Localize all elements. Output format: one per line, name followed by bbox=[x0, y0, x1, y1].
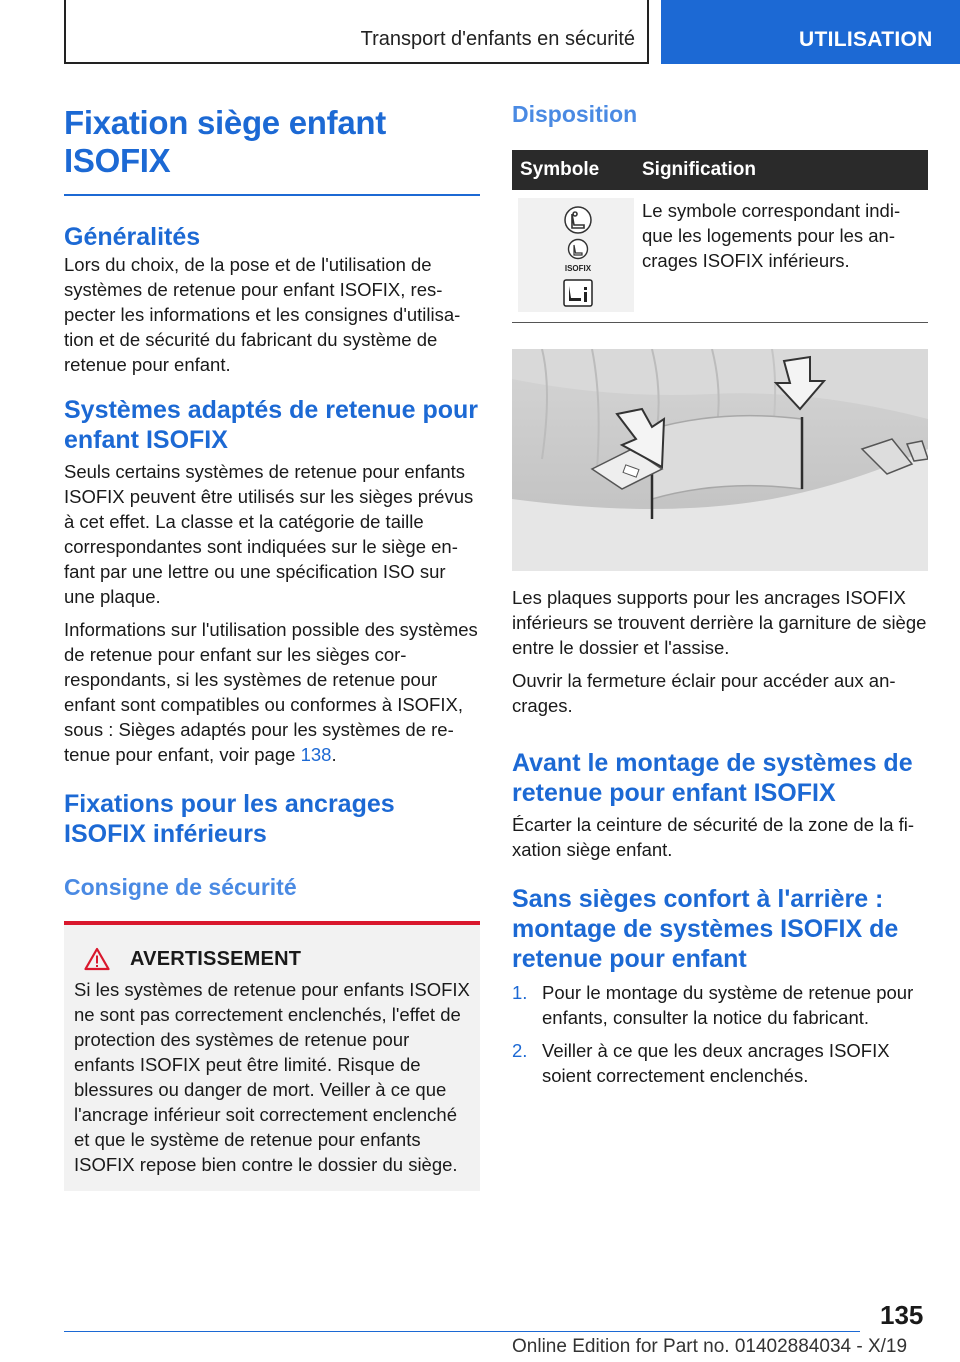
caption-text-1: Les plaques supports pour les ancrages ISOFIX inférieurs se trouvent derrière la garniture de siège entre le dossier et l'assise. bbox=[512, 587, 927, 658]
header-section-box bbox=[64, 0, 649, 64]
isofix-symbols-panel bbox=[518, 198, 634, 312]
warning-header bbox=[84, 947, 470, 971]
column-header-symbole: Symbole bbox=[512, 150, 634, 190]
step-number: 1. bbox=[512, 982, 528, 1003]
symbol-description: Le symbole correspondant indique les logements pour les ancrages ISOFIX inférieurs. bbox=[634, 190, 928, 323]
steps-list bbox=[512, 980, 928, 1088]
caption-text-2: Ouvrir la fermeture éclair pour accéder aux ancrages. bbox=[512, 670, 896, 716]
heading-avant: Avant le montage de systèmes de retenue pour enfant ISOFIX bbox=[512, 749, 913, 807]
isofix-symbol-label: ISOFIX bbox=[564, 264, 592, 273]
seat-isofix-illustration bbox=[512, 349, 928, 571]
text-avant: Écarter la ceinture de sécurité de la zone de la fixation siège enfant. bbox=[512, 814, 915, 860]
title-divider bbox=[64, 194, 480, 196]
footer-divider bbox=[64, 1331, 860, 1332]
heading-consigne: Consigne de sécurité bbox=[64, 874, 297, 900]
symbol-table-header bbox=[512, 150, 928, 190]
heading-generalites: Généralités bbox=[64, 223, 201, 251]
warning-text: Si les systèmes de retenue pour enfants ISOFIX ne sont pas correctement enclenchés, l'effet de protection des systèmes de retenue pour enfants ISOFIX peut être limité. Risque de blessures ou danger de mort. Veiller à ce que l'ancrage inférieur soit correctement enclenché et que le système de retenue pour enfants ISOFIX repose bien contre le dossier du siège. bbox=[74, 979, 470, 1175]
warning-title: AVERTISSEMENT bbox=[130, 947, 302, 970]
step-text: Pour le montage du système de retenue pour enfants, consulter la notice du fabricant. bbox=[542, 982, 914, 1028]
list-item bbox=[512, 1038, 928, 1088]
heading-sans: Sans sièges confort à l'arrière : montage de systèmes ISOFIX de retenue pour enfant bbox=[512, 885, 899, 973]
heading-systemes: Systèmes adaptés de retenue pour enfant ISOFIX bbox=[64, 396, 479, 454]
step-number: 2. bbox=[512, 1040, 528, 1061]
page-title: Fixation siège enfant ISOFIX bbox=[64, 104, 386, 179]
warning-box bbox=[64, 921, 480, 1191]
header-chapter-tab[interactable] bbox=[661, 0, 960, 64]
heading-disposition: Disposition bbox=[512, 101, 638, 127]
heading-fixations: Fixations pour les ancrages ISOFIX inférieurs bbox=[64, 790, 395, 848]
page-reference-link[interactable]: 138 bbox=[300, 744, 332, 765]
text-systemes-2-main: Informations sur l'utilisation possible des systèmes de retenue pour enfant sur les sièges correspondants, si les systèmes de retenue pour enfant sont compatibles ou conformes à ISOFIX, sous : Sièges adaptés pour les systèmes de retenue pour enfant, voir page bbox=[64, 619, 478, 765]
page-number: 135 bbox=[880, 1300, 924, 1330]
footer-edition: Online Edition for Part no. 01402884034 - X/19 bbox=[512, 1336, 908, 1357]
warning-triangle-icon bbox=[84, 947, 110, 971]
text-systemes-2 bbox=[64, 617, 480, 767]
text-systemes-1: Seuls certains systèmes de retenue pour enfants ISOFIX peuvent être utilisés sur les sièges prévus à cet effet. La classe et la catégorie de taille correspondantes sont indiquées sur le siège enfant par une lettre ou une spécification ISO sur une plaque. bbox=[64, 461, 474, 607]
header-section-title: Transport d'enfants en sécurité bbox=[360, 28, 635, 50]
table-row bbox=[512, 190, 928, 323]
symbol-cell bbox=[512, 190, 634, 323]
symbol-table bbox=[512, 150, 928, 323]
header-chapter-label: UTILISATION bbox=[799, 28, 933, 51]
isofix-symbol-icon bbox=[518, 198, 634, 312]
step-text: Veiller à ce que les deux ancrages ISOFIX soient correctement enclenchés. bbox=[542, 1040, 890, 1086]
text-systemes-2-end: . bbox=[331, 744, 337, 765]
list-item bbox=[512, 980, 928, 1030]
left-column bbox=[64, 104, 480, 1191]
column-header-signification: Signification bbox=[634, 150, 928, 190]
text-generalites: Lors du choix, de la pose et de l'utilisation de systèmes de retenue pour enfant ISOFIX, respecter les informations et les consignes d'utilisation et de sécurité du fabricant du système de retenue pour enfant. bbox=[64, 254, 461, 375]
right-column bbox=[512, 100, 928, 1096]
